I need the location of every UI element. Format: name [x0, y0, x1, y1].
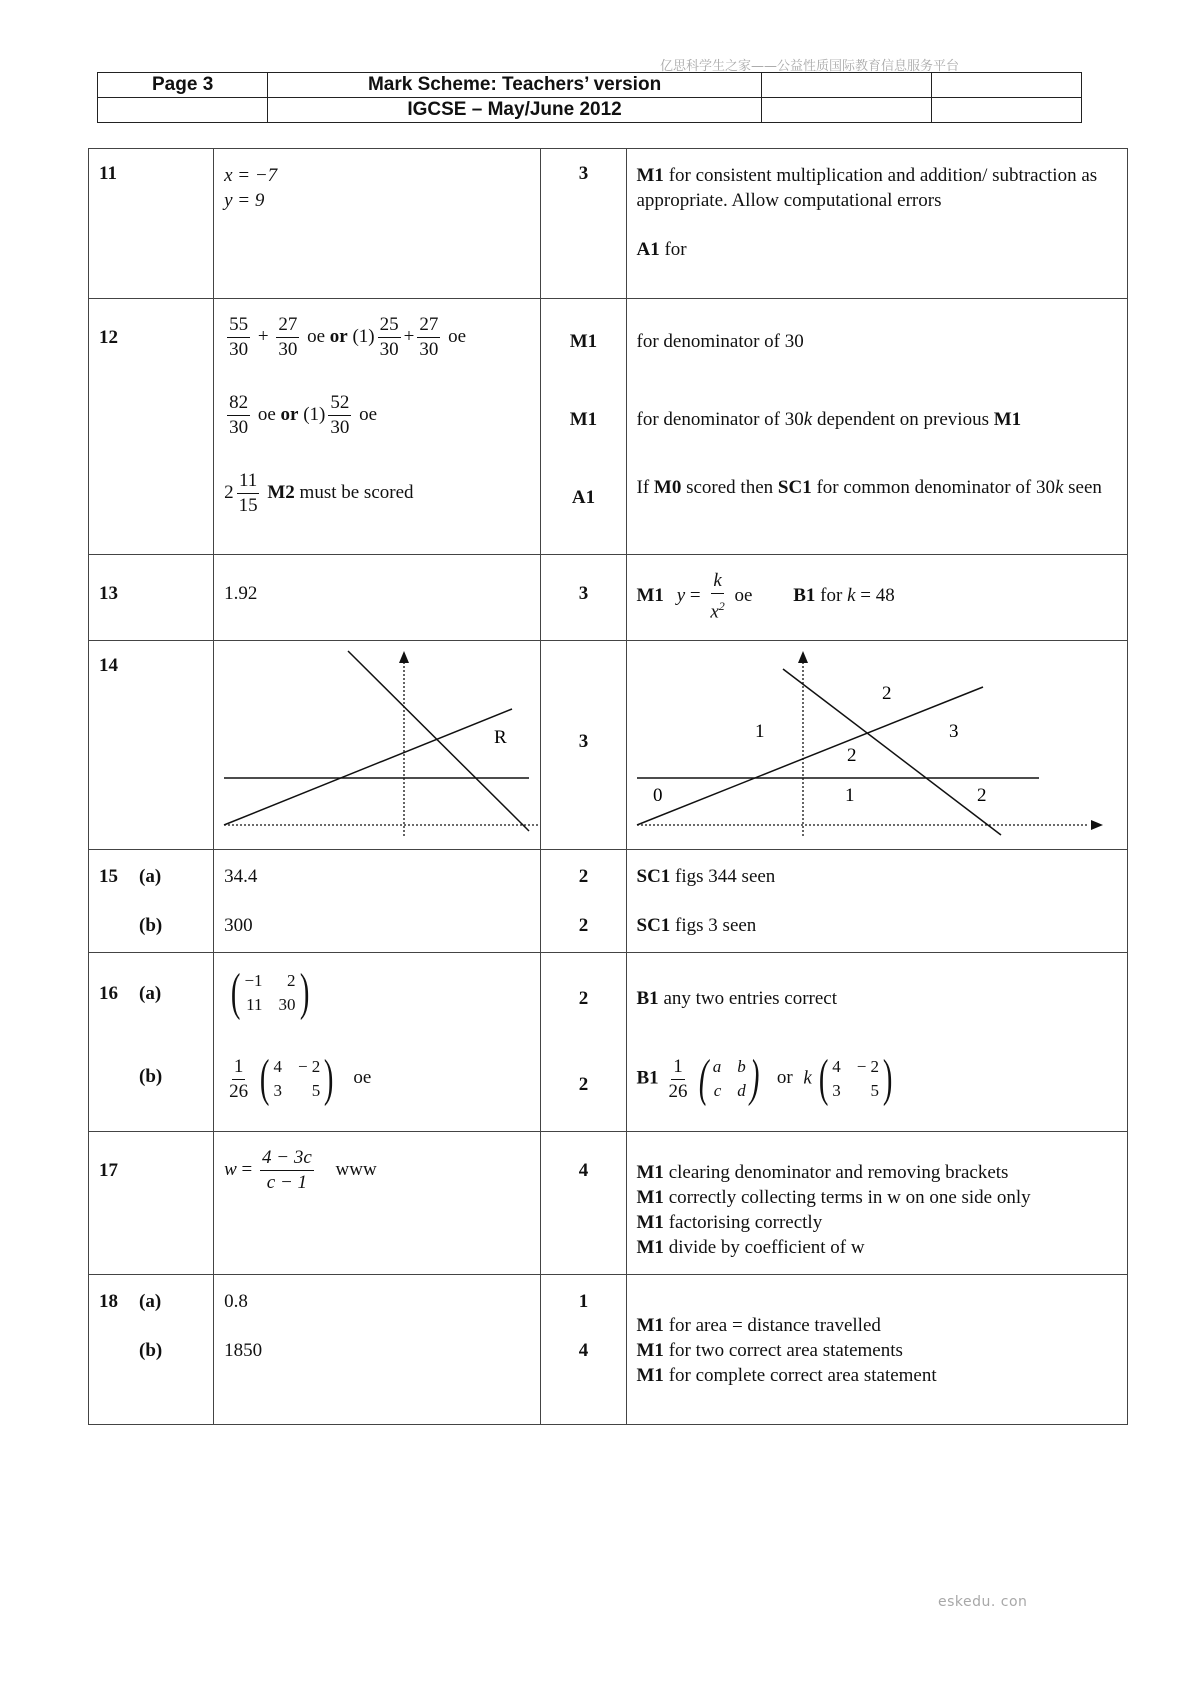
spacer [99, 913, 139, 938]
mark-code: SC1 [777, 477, 812, 498]
mark-code: M1 [636, 1162, 664, 1183]
x-axis-arrow [1091, 820, 1103, 830]
guidance-text: divide by coefficient of w [663, 1237, 865, 1258]
numerator: 1 [232, 1055, 246, 1080]
question-number [89, 555, 214, 641]
denominator: 30 [229, 339, 249, 360]
matrix-entry: d [737, 1081, 746, 1100]
mark-code: B1 [793, 585, 816, 607]
guidance-text [637, 469, 1118, 500]
region-label: 2 [846, 745, 856, 766]
spacer [99, 1064, 139, 1089]
table-row [89, 555, 1128, 641]
mark-code: M1 [636, 1315, 664, 1336]
matrix-entry: a [712, 1057, 722, 1076]
mark-value: 4 [578, 1340, 589, 1361]
guidance-part: for denominator of 30 [636, 409, 804, 430]
mark-code: M1 [636, 1187, 664, 1208]
denominator: 30 [379, 339, 399, 360]
header-table [97, 72, 1082, 123]
matrix-entry: 4 [273, 1057, 282, 1076]
table-row [89, 1275, 1128, 1425]
mark-scheme-table [88, 148, 1128, 1425]
mark-code: M1 [636, 1212, 664, 1233]
numerator: 27 [417, 313, 440, 338]
math-var: y [676, 585, 686, 607]
region-label: 0 [652, 785, 662, 806]
guidance-cell [626, 299, 1128, 555]
guidance-cell [626, 149, 1128, 299]
guidance-text: for two correct area statements [663, 1340, 903, 1361]
mark-cell [541, 953, 626, 1132]
numerator: 52 [328, 391, 351, 416]
guidance-text: figs 344 seen [670, 866, 776, 887]
answer-note: must be scored [294, 481, 414, 503]
denominator: 26 [229, 1080, 249, 1102]
whole-part: (1) [303, 403, 326, 425]
guidance-text [637, 391, 1118, 449]
guidance-cell [626, 1275, 1128, 1425]
numerator: 1 [671, 1055, 685, 1080]
question-number [89, 299, 214, 555]
rising-line [224, 709, 512, 825]
question-number [89, 953, 214, 1132]
guidance-part: seen [1063, 477, 1102, 498]
mark-code: M1 [636, 1340, 664, 1361]
guidance-text: for area = distance travelled [663, 1315, 881, 1336]
math-op: = [685, 585, 706, 607]
answer-cell [214, 299, 541, 555]
matrix-entry: 4 [832, 1057, 841, 1076]
denominator: 30 [229, 417, 249, 438]
guidance-text: any two entries correct [658, 988, 837, 1009]
mark-value: 2 [578, 988, 589, 1009]
numerator: 25 [378, 313, 401, 338]
denominator: c − 1 [266, 1172, 308, 1193]
mark-code: B1 [636, 988, 659, 1009]
math-op: = [236, 1158, 258, 1180]
question-number-text: 12 [99, 327, 118, 348]
answer-cell [214, 641, 541, 850]
www-text: www [335, 1158, 377, 1180]
rising-line [637, 687, 983, 825]
numerator: 82 [227, 391, 250, 416]
fraction [378, 313, 401, 362]
watermark-bottom: eskedu. con [938, 1594, 1028, 1610]
numerator: 4 − 3c [260, 1146, 314, 1171]
answer-cell [214, 953, 541, 1132]
guidance-text: for complete correct area statement [663, 1365, 937, 1386]
region-label: 1 [844, 785, 854, 806]
answer-cell [214, 850, 541, 953]
mark-cell [541, 555, 626, 641]
mark-value: 4 [578, 1160, 589, 1181]
exponent: 2 [718, 599, 725, 613]
matrix-entry: 5 [870, 1081, 880, 1100]
table-row [89, 953, 1128, 1132]
question-number [89, 850, 214, 953]
math-var: w [224, 1158, 237, 1180]
mark-value: M1 [569, 409, 598, 430]
region-label-r: R [494, 727, 507, 748]
guidance-text: figs 3 seen [670, 915, 757, 936]
question-number: 14 [89, 641, 214, 850]
question-number-text: 17 [99, 1160, 118, 1181]
matrix-entry: −1 [244, 971, 263, 990]
denominator: 30 [278, 339, 298, 360]
whole-part: 2 [224, 481, 234, 503]
numerator: 55 [227, 313, 250, 338]
part-label: (b) [139, 1340, 163, 1361]
mark-value: 2 [578, 1074, 589, 1095]
mark-code: M1 [636, 1365, 664, 1386]
guidance-text: clearing denominator and removing brackets [663, 1162, 1009, 1183]
matrix-entry: 11 [246, 995, 263, 1014]
guidance-cell [626, 555, 1128, 641]
table-row [89, 299, 1128, 555]
oe-text: oe [359, 403, 378, 425]
doc-title: Mark Scheme: Teachers’ version [268, 73, 762, 98]
answer-cell [214, 555, 541, 641]
mark-value: 2 [578, 866, 589, 887]
mark-code: SC1 [636, 915, 671, 936]
fraction [276, 313, 299, 362]
math-var: k [803, 1067, 812, 1089]
part-label: (b) [139, 1066, 163, 1087]
operator: + [403, 325, 415, 347]
mark-code: M0 [653, 477, 682, 498]
guidance-part: k [1054, 477, 1064, 498]
fraction [708, 569, 726, 624]
mark-cell: 3 [541, 149, 626, 299]
table-row [89, 149, 1128, 299]
mark-code: M1 [993, 409, 1022, 430]
mark-code: A1 [636, 239, 660, 260]
header-blank [761, 98, 931, 123]
region-label: 2 [881, 683, 891, 704]
numerator: 27 [276, 313, 299, 338]
math-var: x [710, 601, 719, 623]
mark-value: 1 [578, 1291, 589, 1312]
region-label: 2 [976, 785, 986, 806]
guidance-text: for [659, 239, 687, 260]
matrix: ( 4 − 2 3 5 ) [818, 1050, 893, 1107]
region-graph-numbered [627, 641, 1127, 849]
matrix-entry: − 2 [297, 1057, 321, 1076]
answer-text: 1850 [224, 1340, 263, 1361]
question-number: 11 [89, 149, 214, 299]
guidance-cell [626, 1132, 1128, 1275]
guidance-text: for denominator of 30 [636, 331, 804, 352]
guidance-part: If [636, 477, 654, 498]
region-label: 1 [754, 721, 764, 742]
matrix: ( a b c d ) [699, 1050, 760, 1107]
mark-cell [541, 1132, 626, 1275]
guidance-cell [626, 953, 1128, 1132]
mark-value: M1 [569, 331, 598, 352]
region-label: 3 [948, 721, 958, 742]
region-graph [214, 641, 540, 849]
guidance-cell [626, 850, 1128, 953]
watermark-top: 亿思科学生之家——公益性质国际教育信息服务平台 [660, 59, 960, 74]
mark-cell [541, 641, 626, 850]
fraction [237, 469, 260, 518]
guidance-part: k [803, 409, 813, 430]
header-blank [931, 98, 1081, 123]
guidance-part: for common denominator of [811, 477, 1036, 498]
mark-code: SC1 [636, 866, 671, 887]
part-label: (a) [139, 866, 162, 887]
oe-text: oe [307, 325, 326, 347]
answer-text: 0.8 [224, 1291, 248, 1312]
fraction [227, 391, 250, 440]
guidance-part: 30 [1035, 477, 1055, 498]
or-text: or [280, 403, 299, 425]
table-row [89, 641, 1128, 850]
header-blank [931, 73, 1081, 98]
mark-cell [541, 1275, 626, 1425]
oe-text: oe [353, 1067, 372, 1089]
answer-cell [214, 1275, 541, 1425]
oe-text: oe [734, 585, 753, 607]
matrix: ( 4 − 2 3 5 ) [260, 1050, 334, 1107]
oe-text: oe [448, 325, 467, 347]
doc-subtitle: IGCSE – May/June 2012 [268, 98, 762, 123]
question-number-text: 13 [99, 583, 118, 604]
guidance-part: for [815, 585, 848, 607]
fraction [260, 1146, 314, 1195]
or-text: or [329, 325, 348, 347]
math-var: k [847, 585, 856, 607]
answer-cell [214, 1132, 541, 1275]
spacer [99, 1338, 139, 1363]
fraction [417, 313, 440, 362]
mark-cell [541, 850, 626, 953]
mark-code: M1 [636, 165, 664, 186]
question-number-text: 15 [99, 866, 118, 887]
answer-text: 1.92 [224, 583, 258, 604]
guidance-text: for consistent multiplication and addition/ subtraction as appropriate. Allow computational errors [636, 165, 1098, 211]
fraction [666, 1055, 689, 1104]
mark-value: 2 [578, 915, 589, 936]
mark-value: A1 [571, 487, 596, 508]
mark-code: M1 [636, 1237, 664, 1258]
answer-text: 300 [224, 915, 253, 936]
question-number [89, 1275, 214, 1425]
y-axis-arrow [399, 651, 409, 663]
question-number [89, 1132, 214, 1275]
mark-code: B1 [636, 1067, 659, 1089]
matrix-entry: 3 [273, 1081, 282, 1100]
guidance-text: factorising correctly [663, 1212, 823, 1233]
guidance-cell [626, 641, 1128, 850]
header-blank [761, 73, 931, 98]
table-row [89, 1132, 1128, 1275]
whole-part: (1) [352, 325, 375, 347]
mark-value: 3 [578, 731, 589, 752]
answer-line: y = 9 [224, 190, 265, 211]
header-blank [98, 98, 268, 123]
or-text: or [776, 1067, 793, 1089]
mark-value: 3 [578, 583, 589, 604]
fraction [227, 1055, 250, 1104]
oe-text: oe [257, 403, 276, 425]
part-label: (a) [139, 1291, 162, 1312]
mark-code: M1 [636, 585, 664, 607]
question-number-text: 16 [99, 983, 118, 1004]
guidance-part: = 48 [855, 585, 895, 607]
mark-code: M2 [267, 481, 295, 503]
part-label: (b) [139, 915, 163, 936]
matrix-entry: 5 [311, 1081, 321, 1100]
guidance-part: dependent on previous [812, 409, 994, 430]
numerator: k [711, 569, 723, 594]
matrix-entry: 30 [278, 995, 296, 1014]
answer-text: 34.4 [224, 866, 258, 887]
fraction [227, 313, 250, 362]
denominator: 26 [668, 1080, 688, 1102]
matrix-entry: − 2 [856, 1057, 880, 1076]
y-axis-arrow [798, 651, 808, 663]
operator: + [257, 325, 269, 347]
part-label: (a) [139, 983, 162, 1004]
matrix-entry: c [713, 1081, 722, 1100]
answer-cell [214, 149, 541, 299]
guidance-part: scored then [681, 477, 778, 498]
table-row [89, 850, 1128, 953]
denominator: 30 [330, 417, 350, 438]
page-number: Page 3 [98, 73, 268, 98]
mark-cell [541, 299, 626, 555]
matrix-entry: b [737, 1057, 746, 1076]
matrix-entry: 3 [832, 1081, 841, 1100]
denominator: 30 [419, 339, 439, 360]
matrix-entry: 2 [287, 971, 296, 990]
denominator [708, 594, 726, 624]
numerator: 11 [237, 469, 259, 494]
guidance-text: correctly collecting terms in w on one side only [663, 1187, 1031, 1208]
fraction [328, 391, 351, 440]
falling-line [783, 669, 1001, 835]
matrix: ( −1 2 11 30 ) [231, 964, 309, 1021]
answer-line: x = −7 [224, 165, 278, 186]
denominator: 15 [238, 495, 258, 516]
question-number-text: 18 [99, 1291, 118, 1312]
